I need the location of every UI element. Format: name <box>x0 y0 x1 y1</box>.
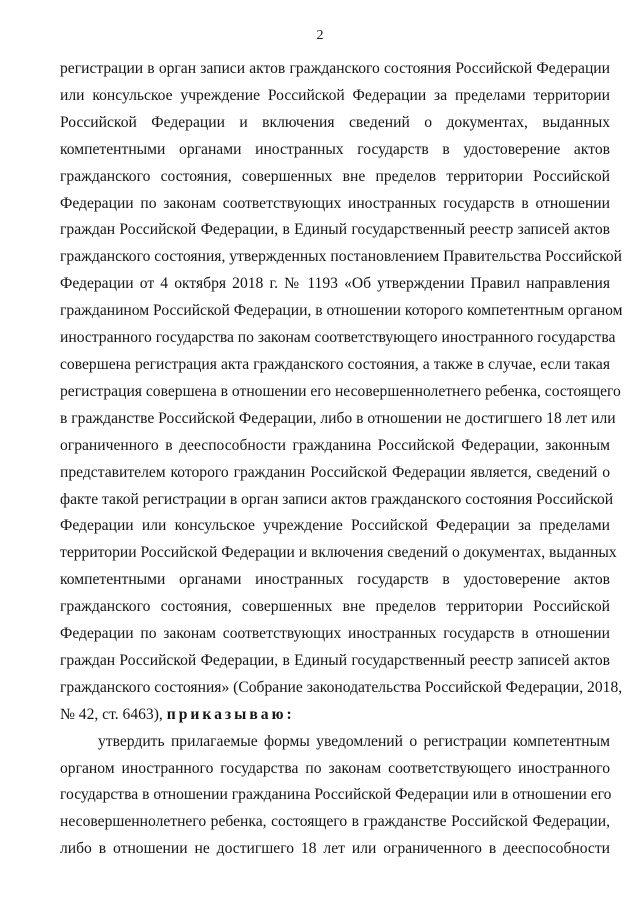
text-line: представителем которого гражданин Российской Федерации является, сведений о <box>60 463 610 481</box>
text-line: граждан Российской Федерации, в Единый государственный реестр записей актов <box>60 651 610 669</box>
text-line: Федерации от 4 октября 2018 г. № 1193 «Об утверждении Правил направления <box>60 275 610 293</box>
text-line: в гражданстве Российской Федерации, либо в отношении не достигшего 18 лет или <box>60 409 616 427</box>
text-line: гражданского состояния, совершенных вне пределов территории Российской <box>60 167 610 185</box>
text-line: регистрации в орган записи актов гражданского состояния Российской Федерации <box>60 60 610 77</box>
paragraph-approval <box>60 729 610 864</box>
text-line: государства в отношении гражданина Российской Федерации или в отношении его <box>60 786 612 804</box>
paragraph-legal-basis <box>60 56 623 702</box>
text-line: либо в отношении не достигшего 18 лет или ограниченного в дееспособности <box>60 840 610 858</box>
text-line: утвердить прилагаемые формы уведомлений о регистрации компетентным <box>98 732 610 750</box>
text-line: территории Российской Федерации и включения сведений о документах, выданных <box>60 544 617 562</box>
text-line: Федерации по законам соответствующих иностранных государств в отношении <box>60 194 610 212</box>
text-line: иностранного государства по законам соответствующего иностранного государства <box>60 329 616 347</box>
text-line: ограниченного в дееспособности гражданина Российской Федерации, законным <box>60 436 610 454</box>
text-line: Федерации или консульское учреждение Российской Федерации за пределами <box>60 517 610 535</box>
text-line: граждан Российской Федерации, в Единый государственный реестр записей актов <box>60 221 610 239</box>
text-line: факте такой регистрации в орган записи актов гражданского состояния Российской <box>60 490 614 508</box>
text-line: Федерации по законам соответствующих иностранных государств в отношении <box>60 625 610 643</box>
document-body <box>60 56 623 863</box>
order-word: приказываю: <box>166 705 295 723</box>
text-line: совершена регистрация акта гражданского состояния, а также в случае, если такая <box>60 355 610 373</box>
text-line: Российской Федерации и включения сведений о документах, выданных <box>60 113 610 131</box>
text-line: гражданского состояния, совершенных вне пределов территории Российской <box>60 598 610 616</box>
text-line: гражданином Российской Федерации, в отношении которого компетентным органом <box>60 302 623 320</box>
citation-reference: № 42, ст. 6463), <box>60 705 163 723</box>
text-line: гражданского состояния, утвержденных постановлением Правительства Российской <box>60 248 622 266</box>
page-number: 2 <box>316 28 324 43</box>
text-line: компетентными органами иностранных государств в удостоверение актов <box>60 140 610 158</box>
text-line: несовершеннолетнего ребенка, состоящего в гражданстве Российской Федерации, <box>60 813 610 831</box>
text-line: или консульское учреждение Российской Федерации за пределами территории <box>60 86 610 104</box>
text-line: органом иностранного государства по законам соответствующего иностранного <box>60 759 610 777</box>
text-line: компетентными органами иностранных государств в удостоверение актов <box>60 571 610 589</box>
text-line: регистрация совершена в отношении его несовершеннолетнего ребенка, состоящего <box>60 382 621 400</box>
text-line-final <box>60 702 610 729</box>
text-line: гражданского состояния» (Собрание законодательства Российской Федерации, 2018, <box>60 678 623 696</box>
